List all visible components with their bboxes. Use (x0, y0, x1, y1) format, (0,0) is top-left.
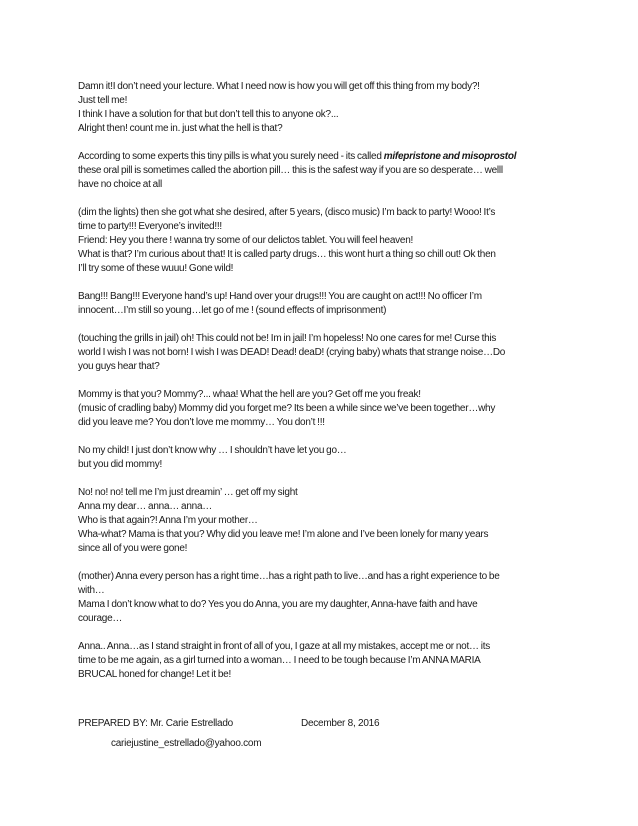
paragraph-8 (78, 486, 568, 556)
text-line: Mommy is that you? Mommy?... whaa! What the hell are you? Get off me you freak! (78, 389, 421, 400)
document-footer (78, 717, 568, 751)
author-email: cariejustine_estrellado@yahoo.com (111, 738, 262, 749)
prepared-by: PREPARED BY: Mr. Carie Estrellado (78, 718, 233, 729)
text-line: Anna my dear… anna… anna… (78, 501, 213, 512)
text-line: have no choice at all (78, 179, 162, 190)
text-line: BRUCAL honed for change! Let it be! (78, 669, 231, 680)
text-line: (mother) Anna every person has a right time…has a right path to live…and has a right experience to be (78, 571, 500, 582)
text-line: these oral pill is sometimes called the abortion pill… this is the safest way if you are so desperate… welll (78, 165, 503, 176)
text-line: I think I have a solution for that but don’t tell this to anyone ok?... (78, 109, 339, 120)
drug-names-emphasis: mifepristone and misoprostol (383, 151, 517, 162)
text-line: Bang!!! Bang!!! Everyone hand’s up! Hand over your drugs!!! You are caught on act!!! No officer I’m (78, 291, 482, 302)
text-line: Who is that again?! Anna I’m your mother… (78, 515, 258, 526)
text-line: Just tell me! (78, 95, 128, 106)
text-line: time to party!!! Everyone’s invited!!! (78, 221, 222, 232)
text-line: (touching the grills in jail) oh! This could not be! Im in jail! I’m hopeless! No one cares for me! Curse this (78, 333, 497, 344)
text-line: (dim the lights) then she got what she desired, after 5 years, (disco music) I’m back to party! Wooo! It’s (78, 207, 496, 218)
document-body (78, 80, 568, 696)
text-line: you guys hear that? (78, 361, 160, 372)
text-line: innocent…I’m still so young…let go of me ! (sound effects of imprisonment) (78, 305, 387, 316)
paragraph-7 (78, 444, 568, 472)
text-line: Anna.. Anna…as I stand straight in front of all of you, I gaze at all my mistakes, accept me or not… its (78, 641, 491, 652)
text-line: Wha-what? Mama is that you? Why did you leave me! I’m alone and I’ve been lonely for many years (78, 529, 489, 540)
paragraph-6 (78, 388, 568, 430)
text-line: did you leave me? You don’t love me mommy… You don’t !!! (78, 417, 325, 428)
text-line: No my child! I just don’t know why … I shouldn’t have let you go… (78, 445, 347, 456)
text-line: No! no! no! tell me I’m just dreamin’ … get off my sight (78, 487, 298, 498)
text-line: since all of you were gone! (78, 543, 188, 554)
paragraph-4 (78, 290, 568, 318)
footer-row (78, 717, 568, 731)
text-line: with… (78, 585, 105, 596)
paragraph-5 (78, 332, 568, 374)
text-line: but you did mommy! (78, 459, 163, 470)
paragraph-2 (78, 150, 568, 192)
text-fragment: According to some experts this tiny pills is what you surely need - its called (78, 151, 384, 162)
text-line: world I wish I was not born! I wish I was DEAD! Dead! deaD! (crying baby) whats that strange noise…Do (78, 347, 506, 358)
text-line: I’ll try some of these wuuu! Gone wild! (78, 263, 234, 274)
paragraph-1 (78, 80, 568, 136)
text-line: courage… (78, 613, 123, 624)
text-line (78, 150, 568, 164)
text-line: Friend: Hey you there ! wanna try some of our delictos tablet. You will feel heaven! (78, 235, 414, 246)
text-line: Alright then! count me in. just what the hell is that? (78, 123, 283, 134)
footer-date: December 8, 2016 (301, 718, 380, 729)
text-line: time to be me again, as a girl turned into a woman… I need to be tough because I’m ANNA MARIA (78, 655, 481, 666)
text-line: (music of cradling baby) Mommy did you forget me? Its been a while since we’ve been together…why (78, 403, 496, 414)
paragraph-10 (78, 640, 568, 682)
paragraph-9 (78, 570, 568, 626)
paragraph-3 (78, 206, 568, 276)
text-line: Mama I don’t know what to do? Yes you do Anna, you are my daughter, Anna-have faith and have (78, 599, 478, 610)
text-line: What is that? I’m curious about that! It is called party drugs… this wont hurt a thing so chill out! Ok then (78, 249, 496, 260)
text-line: Damn it!I don’t need your lecture. What I need now is how you will get off this thing from my body?! (78, 81, 480, 92)
